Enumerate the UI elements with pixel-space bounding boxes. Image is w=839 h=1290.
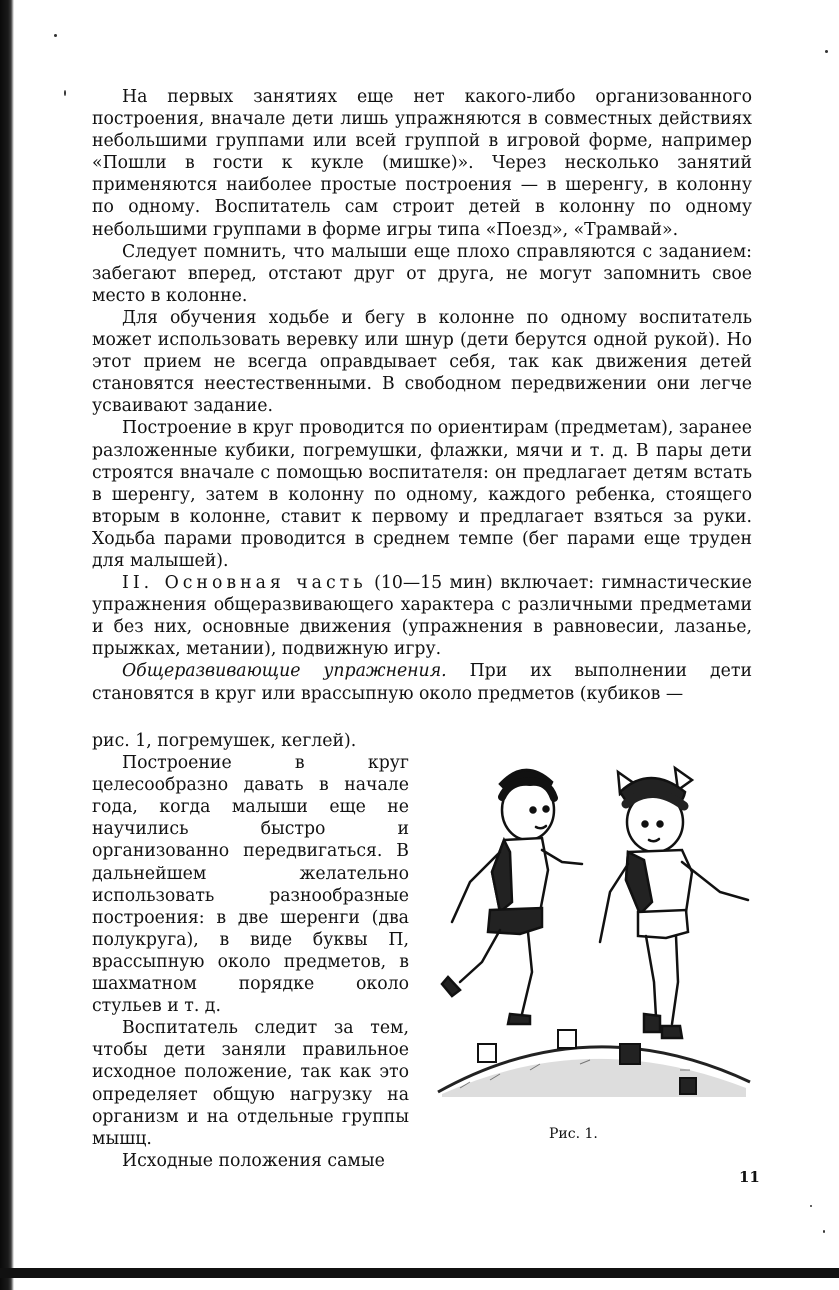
subsection-title: Общеразвивающие упражнения. bbox=[122, 661, 447, 682]
paragraph-2: Следует помнить, что малыши еще плохо справляются с заданием: забегают вперед, отстают друг от друга, не могут запомнить свое место в колонне. bbox=[92, 241, 752, 306]
section-label: II. Основная часть bbox=[122, 573, 367, 594]
girl-figure bbox=[600, 768, 748, 1038]
paragraph-4: Построение в круг проводится по ориентирам (предметам), заранее разложенные кубики, погремушки, флажки, мячи и т. д. В пары дети строятся вначале с помощью воспитателя: он предлагает детям встать в шеренгу, затем в колонну по одному, каждого ребенка, стоящего вторым в колонне, ставит к первому и предлагает взяться за руки. Ходьба парами проводится в среднем темпе (бег парами еще труден для малышей). bbox=[92, 418, 752, 571]
boy-figure bbox=[442, 770, 582, 1024]
scan-speck bbox=[823, 1230, 825, 1233]
children-illustration bbox=[430, 752, 760, 1112]
column-paragraph-3: Исходные положения самые bbox=[122, 1150, 385, 1171]
column-paragraph-1: Построение в круг целесообразно давать в начале года, когда малыши еще не научились быстро и организованно передвигаться. В дальнейшем желательно использовать разнообразные построения: в две шеренги (два полукруга), в виде буквы П, врассыпную около предметов, в шахматном порядке около стульев и т. д. bbox=[92, 753, 409, 1017]
scan-speck bbox=[54, 34, 57, 37]
main-text bbox=[92, 86, 752, 705]
page-bottom-edge bbox=[0, 1268, 839, 1278]
scan-speck bbox=[64, 90, 66, 96]
section-text: (10—15 мин) включает: гимнастические упражнения общеразвивающего характера с различными предметами и без них, основные движения (упражнения в равновесии, лазанье, прыжках, метании), подвижную игру. bbox=[92, 573, 752, 660]
page-number: 11 bbox=[739, 1168, 760, 1186]
scan-speck bbox=[810, 1205, 812, 1207]
column-text bbox=[92, 730, 409, 1172]
column-continuation: рис. 1, погремушек, кеглей). bbox=[92, 731, 357, 751]
subsection-text: При их выполнении дети становятся в круг или врассыпную около предметов (кубиков — bbox=[92, 661, 752, 704]
scan-speck bbox=[825, 50, 828, 53]
subsection-paragraph bbox=[92, 660, 752, 704]
page-edge-shadow bbox=[0, 0, 14, 1290]
paragraph-3: Для обучения ходьбе и бегу в колонне по одному воспитатель может использовать веревку или шнур (дети берутся одной рукой). Но этот прием не всегда оправдывает себя, так как движения детей становятся неестественными. В свободном передвижении они легче усваивают задание. bbox=[92, 307, 752, 417]
section-paragraph bbox=[92, 572, 752, 660]
figure-caption: Рис. 1. bbox=[549, 1126, 598, 1142]
column-paragraph-2: Воспитатель следит за тем, чтобы дети заняли правильное исходное положение, так как это определяет общую нагрузку на организм и на отдельные группы мышц. bbox=[92, 1018, 409, 1149]
paragraph-1: На первых занятиях еще нет какого-либо организованного построения, вначале дети лишь упражняются в совместных действиях небольшими группами или всей группой в игровой форме, например «Пошли в гости к кукле (мишке)». Через несколько занятий применяются наиболее простые построения — в шеренгу, в колонну по одному. Воспитатель сам строит детей в колонну по одному небольшими группами в форме игры типа «Поезд», «Трамвай». bbox=[92, 87, 752, 240]
